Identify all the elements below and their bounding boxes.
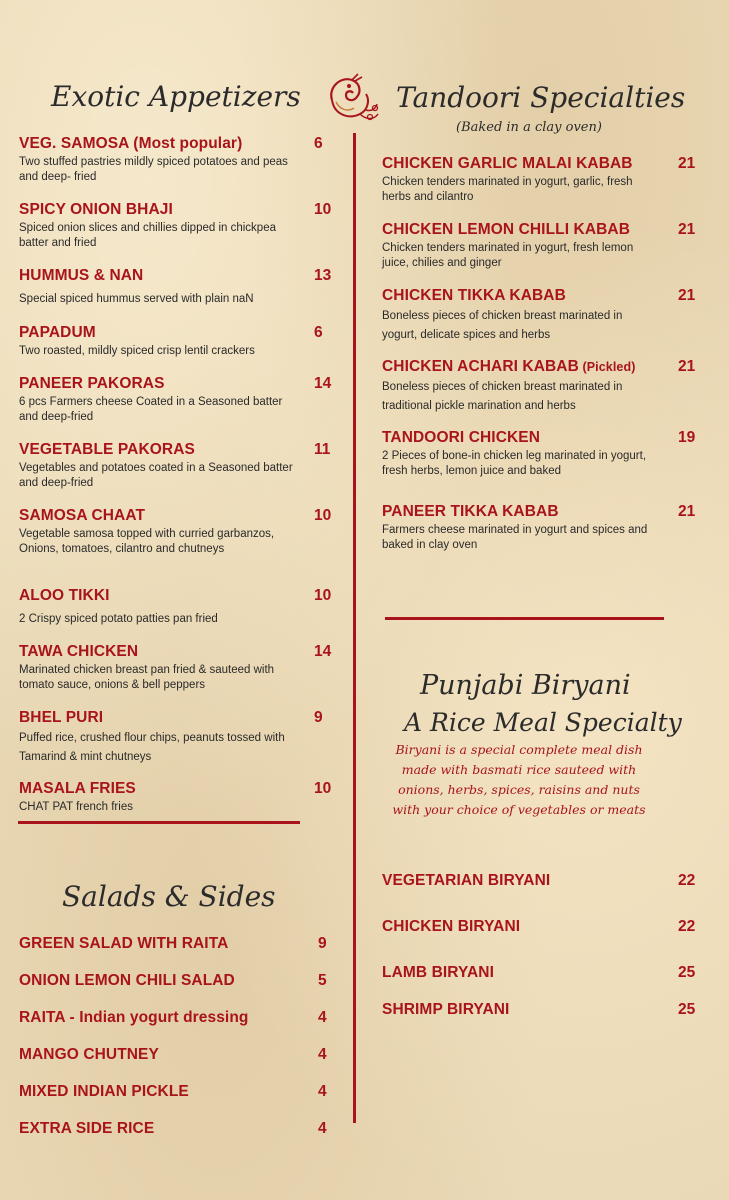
item-name: VEG. SAMOSA (Most popular) bbox=[19, 135, 243, 152]
item-name: CHICKEN GARLIC MALAI KABAB bbox=[382, 155, 633, 172]
item-name: MASALA FRIES bbox=[19, 780, 136, 797]
menu-item bbox=[19, 135, 299, 185]
item-name: ONION LEMON CHILI SALAD bbox=[19, 972, 235, 989]
item-name: CHICKEN BIRYANI bbox=[382, 918, 521, 935]
item-price: 25 bbox=[678, 1001, 696, 1018]
item-price: 21 bbox=[678, 287, 696, 304]
item-price: 19 bbox=[678, 429, 696, 446]
item-price: 10 bbox=[314, 507, 332, 524]
item-description: Marinated chicken breast pan fried & sauteed with tomato sauce, onions & bell peppers bbox=[19, 664, 275, 691]
appetizers-title: Exotic Appetizers bbox=[51, 80, 301, 113]
item-price: 22 bbox=[678, 872, 696, 889]
item-description: Chicken tenders marinated in yogurt, garlic, fresh herbs and cilantro bbox=[382, 176, 633, 203]
item-name: GREEN SALAD WITH RAITA bbox=[19, 935, 229, 952]
item-description: Special spiced hummus served with plain naN bbox=[19, 293, 254, 305]
menu-item bbox=[382, 155, 652, 205]
item-description: Boneless pieces of chicken breast marinated in yogurt, delicate spices and herbs bbox=[382, 310, 623, 341]
item-price: 11 bbox=[314, 441, 331, 458]
item-name: PANEER TIKKA KABAB bbox=[382, 503, 559, 520]
item-name: BHEL PURI bbox=[19, 709, 104, 726]
item-name-suffix: (Pickled) bbox=[578, 360, 636, 374]
item-price: 4 bbox=[318, 1120, 327, 1137]
menu-item bbox=[382, 918, 652, 936]
item-price: 9 bbox=[318, 935, 327, 952]
item-price: 10 bbox=[314, 780, 332, 797]
item-price: 21 bbox=[678, 358, 696, 375]
biryani-title: Punjabi Biryani bbox=[420, 670, 631, 701]
item-name: SAMOSA CHAAT bbox=[19, 507, 146, 524]
item-name: MANGO CHUTNEY bbox=[19, 1046, 159, 1063]
menu-item bbox=[19, 507, 299, 557]
menu-item bbox=[382, 429, 652, 479]
item-price: 9 bbox=[314, 709, 323, 726]
item-price: 6 bbox=[314, 324, 323, 341]
menu-item bbox=[382, 872, 652, 890]
item-price: 14 bbox=[314, 375, 332, 392]
tandoori-subtitle: (Baked in a clay oven) bbox=[456, 120, 602, 135]
item-description: Spiced onion slices and chillies dipped in chickpea batter and fried bbox=[19, 222, 276, 249]
menu-item bbox=[19, 1046, 299, 1064]
item-price: 13 bbox=[314, 267, 332, 284]
item-description: Chicken tenders marinated in yogurt, fresh lemon juice, chilies and ginger bbox=[382, 242, 634, 269]
menu-item bbox=[19, 780, 299, 815]
tandoori-title: Tandoori Specialties bbox=[396, 81, 686, 114]
item-price: 25 bbox=[678, 964, 696, 981]
appetizers-bottom-rule bbox=[18, 821, 300, 824]
item-name: SHRIMP BIRYANI bbox=[382, 1001, 510, 1018]
item-description: 2 Crispy spiced potato patties pan fried bbox=[19, 613, 218, 625]
item-description: Boneless pieces of chicken breast marinated in traditional pickle marination and herbs bbox=[382, 381, 623, 412]
item-description: 2 Pieces of bone-in chicken leg marinated in yogurt, fresh herbs, lemon juice and baked bbox=[382, 450, 647, 477]
item-description: Farmers cheese marinated in yogurt and spices and baked in clay oven bbox=[382, 524, 648, 551]
item-price: 10 bbox=[314, 201, 332, 218]
menu-item bbox=[382, 221, 652, 271]
biryani-subtitle: A Rice Meal Specialty bbox=[404, 708, 682, 737]
item-price: 5 bbox=[318, 972, 327, 989]
menu-item bbox=[19, 709, 299, 767]
menu-item bbox=[19, 1083, 299, 1101]
menu-item bbox=[382, 287, 652, 345]
item-name: VEGETABLE PAKORAS bbox=[19, 441, 195, 458]
item-description: Two stuffed pastries mildly spiced potatoes and peas and deep- fried bbox=[19, 156, 288, 183]
item-name: SPICY ONION BHAJI bbox=[19, 201, 173, 218]
biryani-description: Biryani is a special complete meal dish made with basmati rice sauteed with onions, herbs, spices, raisins and nuts with your choice of vegetables or meats bbox=[392, 742, 646, 817]
menu-item bbox=[382, 358, 652, 416]
menu-item bbox=[19, 972, 299, 990]
item-price: 4 bbox=[318, 1009, 327, 1026]
menu-item bbox=[19, 441, 299, 491]
item-price: 14 bbox=[314, 643, 332, 660]
menu-item bbox=[19, 1009, 299, 1027]
item-price: 4 bbox=[318, 1083, 327, 1100]
item-price: 21 bbox=[678, 221, 696, 238]
column-divider bbox=[353, 133, 356, 1123]
salads-title: Salads & Sides bbox=[62, 880, 276, 913]
item-name: CHICKEN LEMON CHILLI KABAB bbox=[382, 221, 631, 238]
item-description: Two roasted, mildly spiced crisp lentil crackers bbox=[19, 345, 255, 357]
menu-item bbox=[19, 1120, 299, 1138]
item-price: 6 bbox=[314, 135, 323, 152]
item-price: 22 bbox=[678, 918, 696, 935]
item-description: Vegetable samosa topped with curried garbanzos, Onions, tomatoes, cilantro and chutneys bbox=[19, 528, 275, 555]
item-description: 6 pcs Farmers cheese Coated in a Seasoned batter and deep-fried bbox=[19, 396, 283, 423]
item-name: VEGETARIAN BIRYANI bbox=[382, 872, 551, 889]
item-price: 21 bbox=[678, 155, 696, 172]
item-description: Puffed rice, crushed flour chips, peanuts tossed with Tamarind & mint chutneys bbox=[19, 732, 285, 763]
item-name: LAMB BIRYANI bbox=[382, 964, 495, 981]
item-name: PANEER PAKORAS bbox=[19, 375, 165, 392]
item-name: TAWA CHICKEN bbox=[19, 643, 139, 660]
item-name: MIXED INDIAN PICKLE bbox=[19, 1083, 189, 1100]
item-name: HUMMUS & NAN bbox=[19, 267, 144, 284]
menu-item bbox=[382, 964, 652, 982]
item-name: RAITA - Indian yogurt dressing bbox=[19, 1009, 249, 1026]
item-description: CHAT PAT french fries bbox=[19, 801, 133, 813]
item-name: PAPADUM bbox=[19, 324, 96, 341]
menu-item bbox=[19, 201, 299, 251]
menu-item bbox=[19, 587, 299, 627]
menu-item bbox=[19, 324, 299, 359]
item-description: Vegetables and potatoes coated in a Seasoned batter and deep-fried bbox=[19, 462, 293, 489]
item-price: 10 bbox=[314, 587, 332, 604]
menu-item bbox=[382, 503, 652, 553]
item-price: 4 bbox=[318, 1046, 327, 1063]
peacock-ornament-icon bbox=[322, 70, 382, 130]
menu-item bbox=[19, 643, 299, 693]
item-name: CHICKEN TIKKA KABAB bbox=[382, 287, 566, 304]
menu-item bbox=[382, 1001, 652, 1019]
item-price: 21 bbox=[678, 503, 696, 520]
menu-item bbox=[19, 267, 299, 307]
tandoori-bottom-rule bbox=[385, 617, 664, 620]
menu-item bbox=[19, 375, 299, 425]
menu-item bbox=[19, 935, 299, 953]
item-name: EXTRA SIDE RICE bbox=[19, 1120, 155, 1137]
item-name: CHICKEN ACHARI KABAB (Pickled) bbox=[382, 358, 636, 375]
item-name: ALOO TIKKI bbox=[19, 587, 110, 604]
item-name: TANDOORI CHICKEN bbox=[382, 429, 541, 446]
